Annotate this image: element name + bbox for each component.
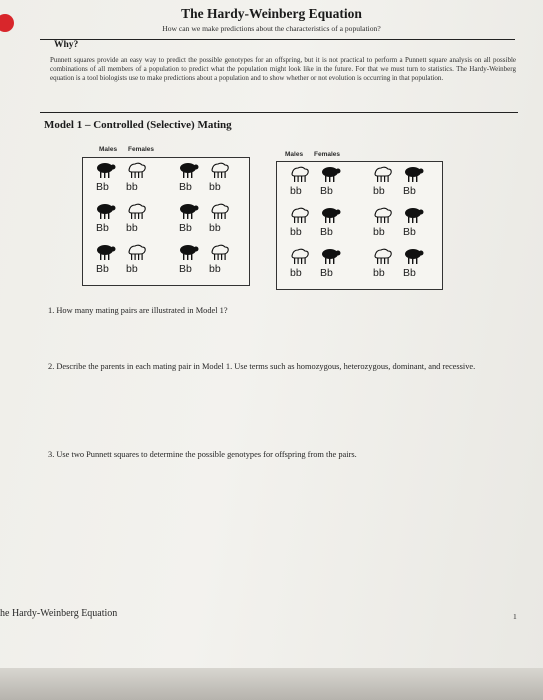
right-grid-males-header: Males: [285, 151, 304, 158]
female-genotype-label: bb: [209, 181, 221, 193]
white-sheep-icon: [373, 165, 393, 183]
left-mating-pair: [83, 201, 165, 245]
male-genotype-label: Bb: [179, 181, 192, 193]
female-genotype-label: Bb: [320, 226, 333, 238]
black-sheep-icon: [179, 243, 199, 261]
female-genotype-label: Bb: [403, 267, 416, 279]
black-sheep-icon: [179, 202, 199, 220]
black-sheep-icon: [321, 165, 341, 183]
male-genotype-label: bb: [290, 226, 302, 238]
black-sheep-icon: [321, 247, 341, 265]
question-1: 1. How many mating pairs are illustrated in Model 1?: [48, 306, 228, 315]
right-mating-grid: [276, 161, 443, 290]
female-genotype-label: bb: [126, 181, 138, 193]
female-genotype-label: Bb: [320, 185, 333, 197]
female-genotype-label: Bb: [403, 226, 416, 238]
male-genotype-label: bb: [290, 185, 302, 197]
male-genotype-label: bb: [373, 226, 385, 238]
black-sheep-icon: [404, 247, 424, 265]
page-number: 1: [513, 612, 517, 621]
why-heading: Why?: [54, 40, 79, 50]
black-sheep-icon: [96, 161, 116, 179]
female-genotype-label: Bb: [403, 185, 416, 197]
black-sheep-icon: [96, 243, 116, 261]
page-subtitle: How can we make predictions about the characteristics of a population?: [162, 24, 381, 33]
right-mating-pair: [360, 205, 442, 249]
white-sheep-icon: [290, 247, 310, 265]
male-genotype-label: bb: [373, 267, 385, 279]
male-genotype-label: bb: [373, 185, 385, 197]
white-sheep-icon: [373, 206, 393, 224]
female-genotype-label: bb: [209, 263, 221, 275]
male-genotype-label: Bb: [179, 222, 192, 234]
left-mating-pair: [166, 242, 248, 286]
male-genotype-label: Bb: [96, 181, 109, 193]
female-genotype-label: bb: [126, 263, 138, 275]
white-sheep-icon: [290, 206, 310, 224]
female-genotype-label: Bb: [320, 267, 333, 279]
question-2: 2. Describe the parents in each mating pair in Model 1. Use terms such as homozygous, heterozygous, dominant, and recessive.: [48, 362, 476, 371]
right-mating-pair: [277, 205, 359, 249]
footer-title: he Hardy-Weinberg Equation: [0, 608, 118, 619]
right-grid-females-header: Females: [314, 151, 341, 158]
left-grid-females-header: Females: [128, 146, 155, 153]
white-sheep-icon: [127, 161, 147, 179]
male-genotype-label: Bb: [96, 263, 109, 275]
left-grid-males-header: Males: [99, 146, 118, 153]
why-divider: [40, 39, 515, 40]
right-mating-pair: [277, 164, 359, 208]
left-mating-pair: [166, 201, 248, 245]
white-sheep-icon: [127, 243, 147, 261]
left-mating-pair: [83, 242, 165, 286]
white-sheep-icon: [210, 202, 230, 220]
black-sheep-icon: [179, 161, 199, 179]
male-genotype-label: Bb: [179, 263, 192, 275]
black-sheep-icon: [321, 206, 341, 224]
white-sheep-icon: [210, 243, 230, 261]
white-sheep-icon: [373, 247, 393, 265]
right-mating-pair: [360, 246, 442, 290]
question-3: 3. Use two Punnett squares to determine the possible genotypes for offspring from the pairs.: [48, 450, 357, 459]
female-genotype-label: bb: [209, 222, 221, 234]
model-title: Model 1 – Controlled (Selective) Mating: [44, 119, 232, 131]
left-mating-grid: [82, 157, 250, 286]
white-sheep-icon: [290, 165, 310, 183]
male-genotype-label: bb: [290, 267, 302, 279]
page-title: The Hardy-Weinberg Equation: [181, 6, 362, 21]
white-sheep-icon: [127, 202, 147, 220]
black-sheep-icon: [96, 202, 116, 220]
female-genotype-label: bb: [126, 222, 138, 234]
model-divider: [40, 112, 518, 113]
why-paragraph: Punnett squares provide an easy way to predict the possible genotypes for an offspring, but it is not practical to perform a Punnett square analysis on all possible combinations of all members of a population to predict what the population might look like in the future. For that we must turn to statistics. The Hardy-Weinberg equation is a tool biologists use to make predictions about a population and to show whether or not evolution is occurring in that population.: [50, 56, 516, 82]
right-mating-pair: [360, 164, 442, 208]
black-sheep-icon: [404, 165, 424, 183]
right-mating-pair: [277, 246, 359, 290]
left-mating-pair: [83, 160, 165, 204]
male-genotype-label: Bb: [96, 222, 109, 234]
desk-shadow: [0, 668, 543, 700]
black-sheep-icon: [404, 206, 424, 224]
left-mating-pair: [166, 160, 248, 204]
white-sheep-icon: [210, 161, 230, 179]
